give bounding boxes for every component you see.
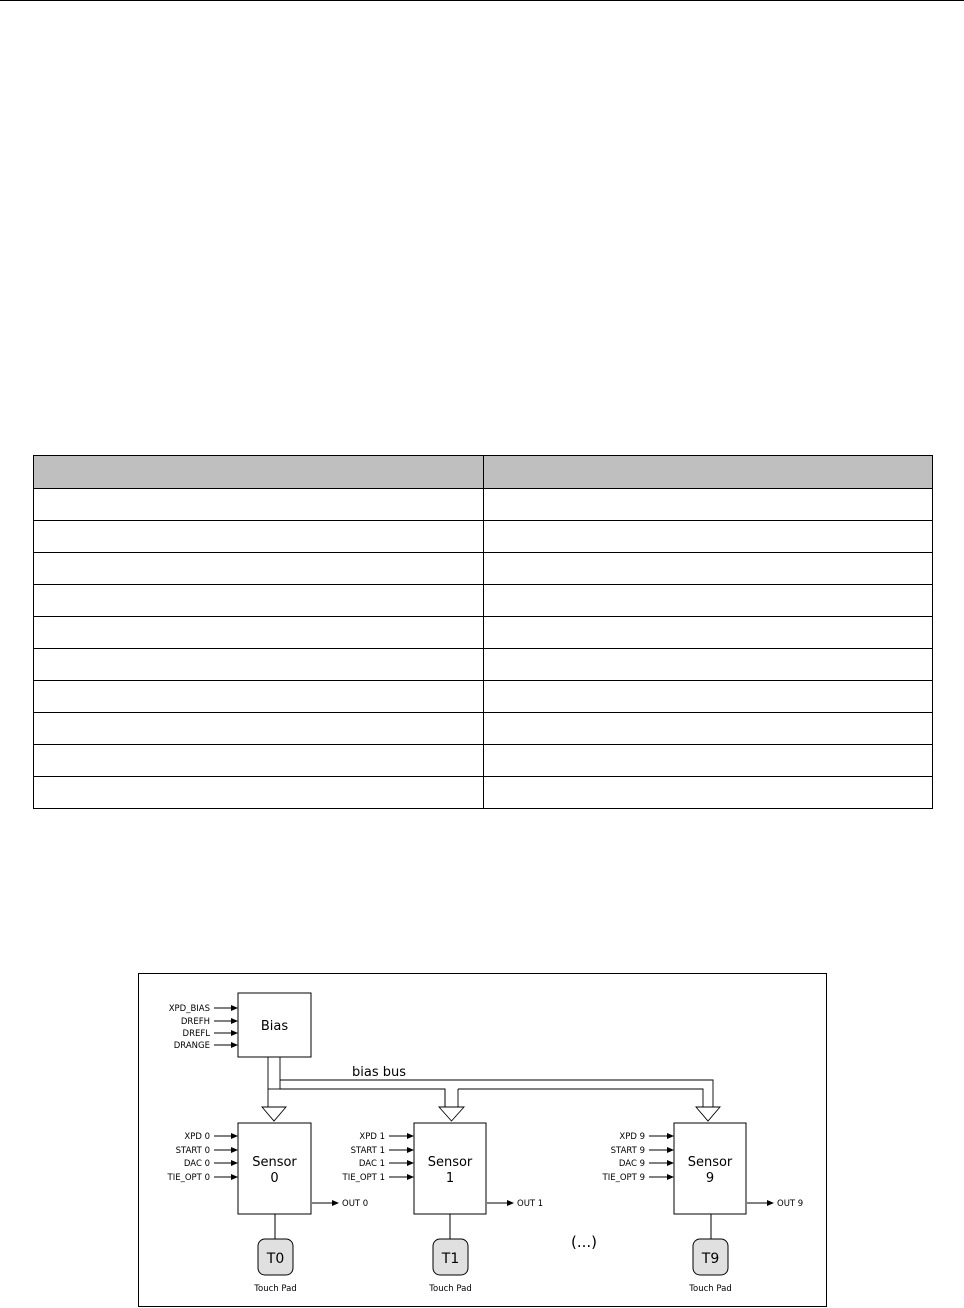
touch-pad-caption: Touch Pad (254, 1284, 297, 1294)
table-cell (483, 649, 933, 681)
touch-pad-label: T9 (701, 1251, 720, 1267)
page-top-rule (0, 0, 964, 1)
sensor-output-label: OUT 0 (342, 1199, 369, 1209)
sensor-output-label: OUT 1 (517, 1199, 544, 1209)
table-cell (34, 649, 484, 681)
sensor-input-label: XPD 0 (184, 1132, 210, 1142)
table-cell (483, 617, 933, 649)
sensor-input-label: START 9 (610, 1146, 645, 1156)
table-cell (34, 489, 484, 521)
table-cell (34, 617, 484, 649)
table-cell (483, 489, 933, 521)
table-row (34, 489, 933, 521)
table-row (34, 745, 933, 777)
table-row (34, 649, 933, 681)
table-row (34, 521, 933, 553)
sensor-title: Sensor (427, 1155, 473, 1170)
sensor-input-label: START 1 (350, 1146, 385, 1156)
bias-input-label: DREFH (180, 1017, 210, 1027)
table-cell (483, 745, 933, 777)
table-cell (483, 777, 933, 809)
sensor-input-label: XPD 1 (359, 1132, 385, 1142)
sensor-block-1 (414, 1123, 486, 1214)
table-cell (34, 713, 484, 745)
table-row (34, 681, 933, 713)
sensor-input-label: TIE_OPT 0 (167, 1173, 210, 1183)
sensor-block-9 (674, 1123, 746, 1214)
touch-pad-label: T1 (441, 1251, 460, 1267)
table-cell (483, 521, 933, 553)
table-cell (34, 681, 484, 713)
sensor-block-0 (238, 1123, 311, 1214)
table-cell (34, 777, 484, 809)
table-header-cell (483, 456, 933, 489)
bias-input-label: DREFL (182, 1029, 210, 1039)
table-row (34, 713, 933, 745)
sensor-input-label: TIE_OPT 9 (602, 1173, 645, 1183)
bias-input-label: XPD_BIAS (168, 1004, 210, 1014)
table-cell (483, 585, 933, 617)
table-row (34, 585, 933, 617)
ellipsis-label: (...) (570, 1233, 598, 1251)
data-table (33, 455, 933, 809)
bias-block (238, 993, 311, 1057)
table-row (34, 777, 933, 809)
table-cell (34, 553, 484, 585)
table-cell (34, 521, 484, 553)
sensor-output-label: OUT 9 (777, 1199, 804, 1209)
table-header-cell (34, 456, 484, 489)
table-row (34, 617, 933, 649)
table-row (34, 553, 933, 585)
sensor-input-label: DAC 1 (358, 1159, 385, 1169)
table-cell (483, 553, 933, 585)
sensor-input-label: DAC 0 (183, 1159, 210, 1169)
sensor-index: 1 (445, 1171, 455, 1186)
sensor-index: 0 (270, 1171, 279, 1186)
table-cell (34, 745, 484, 777)
touch-sensor-block-diagram (138, 973, 827, 1307)
sensor-input-label: START 0 (175, 1146, 210, 1156)
touch-pad-label: T0 (266, 1251, 285, 1267)
sensor-input-label: TIE_OPT 1 (342, 1173, 385, 1183)
table-cell (483, 713, 933, 745)
table-cell (34, 585, 484, 617)
sensor-input-label: XPD 9 (619, 1132, 645, 1142)
sensor-input-label: DAC 9 (618, 1159, 645, 1169)
touch-pad-caption: Touch Pad (429, 1284, 472, 1294)
sensor-title: Sensor (252, 1155, 297, 1170)
bias-input-label: DRANGE (173, 1041, 210, 1051)
bias-bus-label: bias bus (352, 1065, 406, 1080)
sensor-index: 9 (705, 1171, 715, 1186)
table-header-row (34, 456, 933, 489)
bias-label: Bias (260, 1019, 289, 1034)
sensor-title: Sensor (687, 1155, 733, 1170)
touch-pad-caption: Touch Pad (689, 1284, 732, 1294)
table-cell (483, 681, 933, 713)
